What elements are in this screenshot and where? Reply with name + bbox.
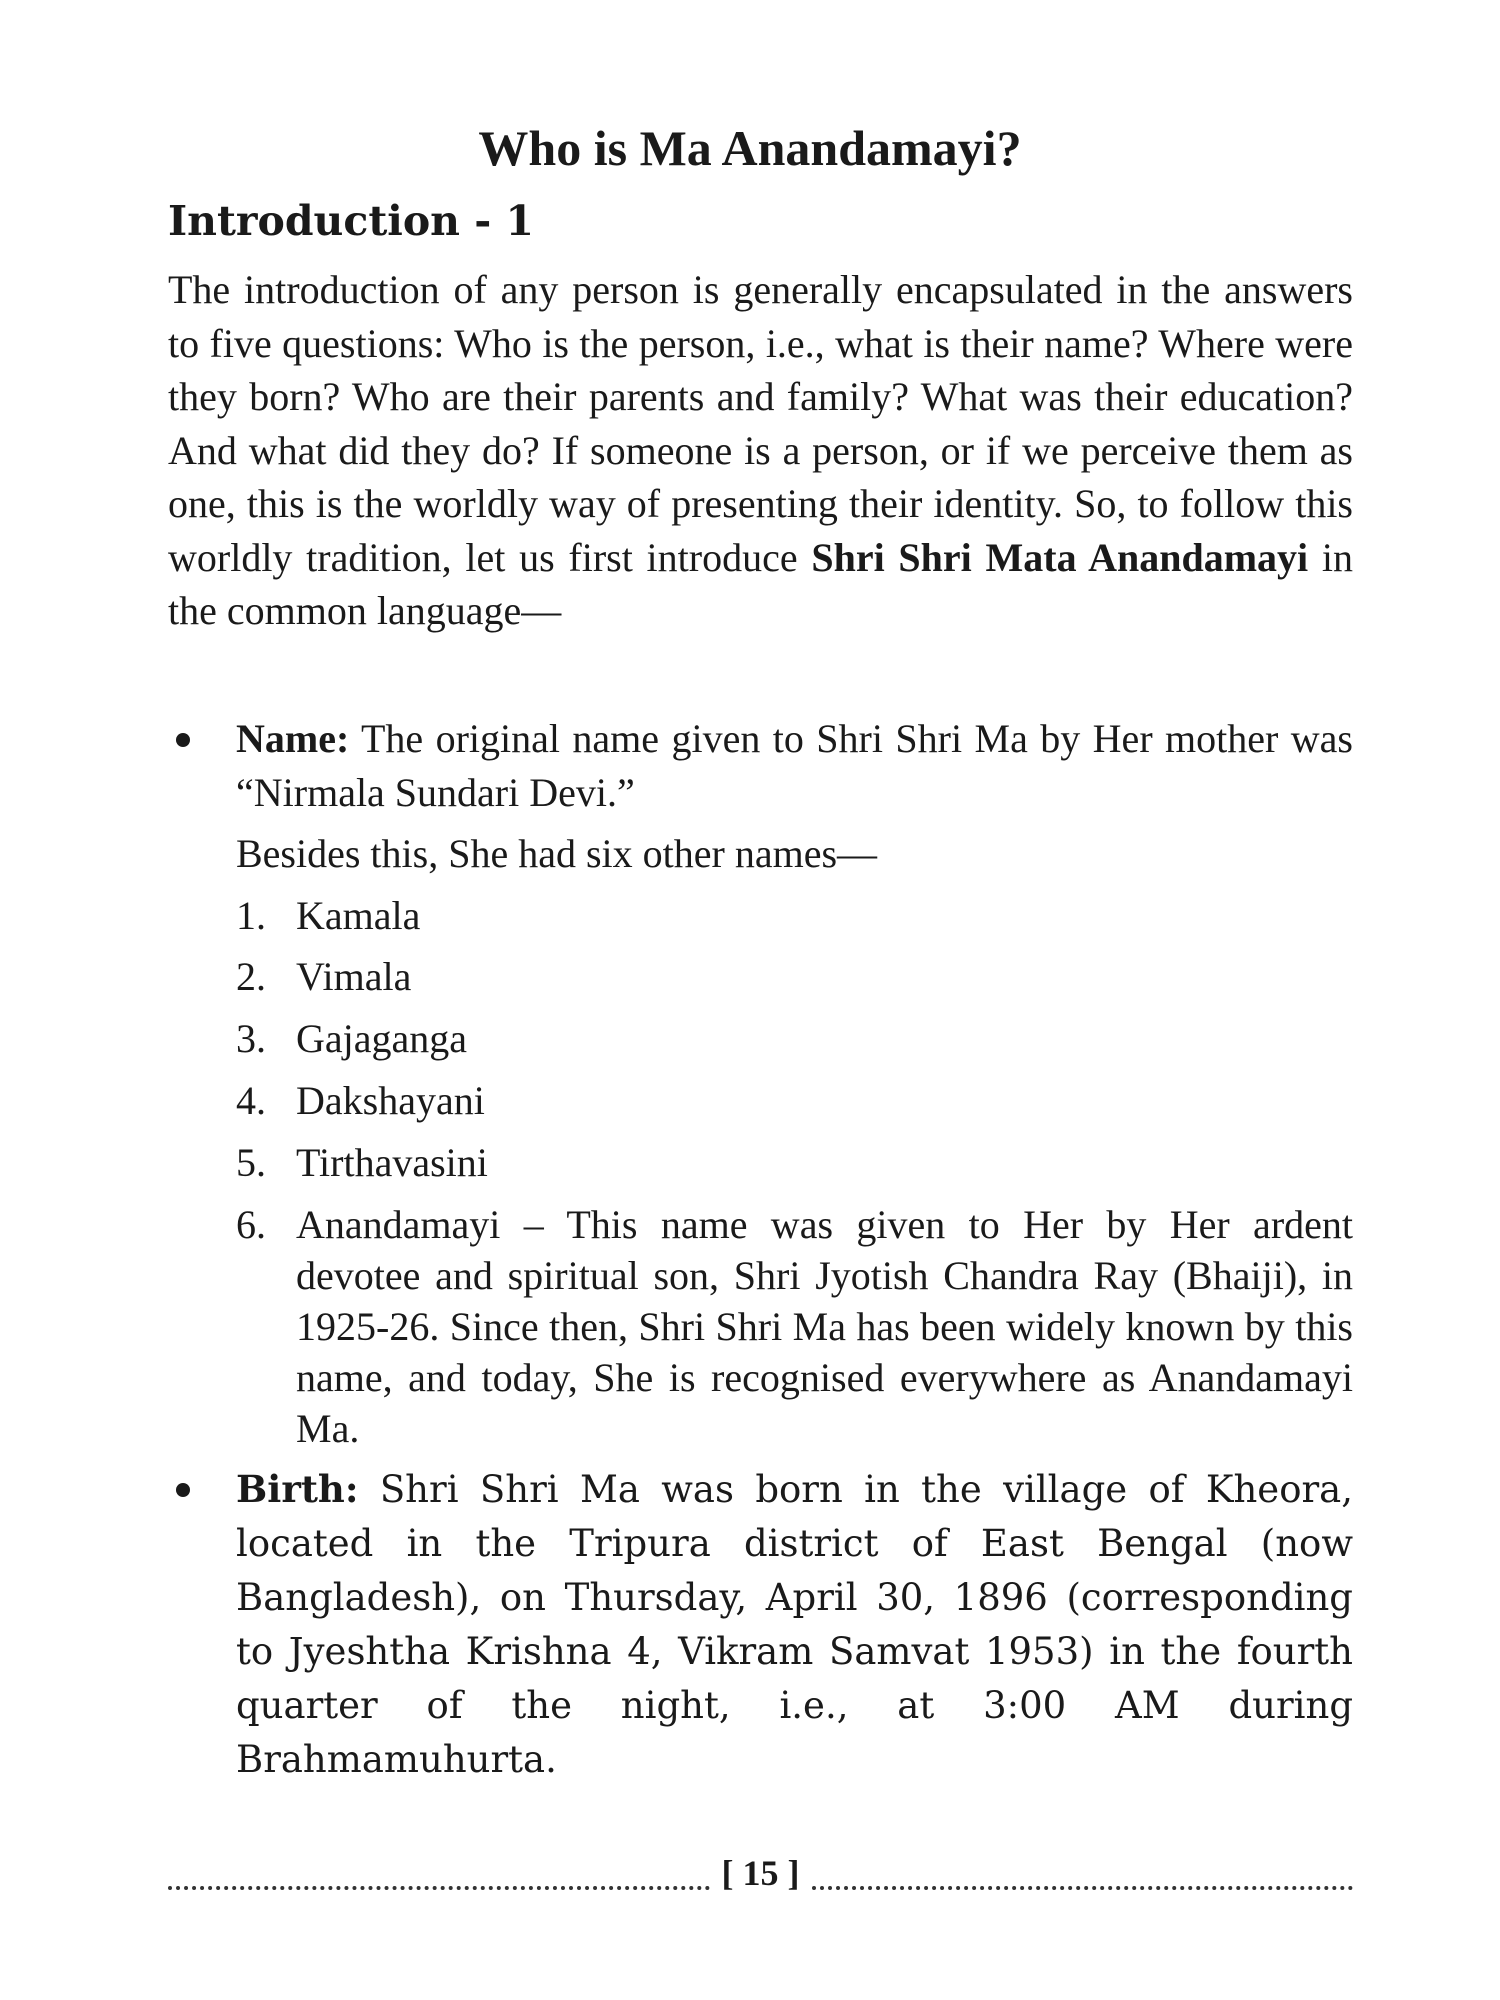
list-number: 1. bbox=[236, 893, 266, 938]
birth-label: Birth: bbox=[236, 1467, 359, 1511]
footer-dots-left bbox=[168, 1856, 710, 1890]
list-text: Dakshayani bbox=[296, 1078, 485, 1123]
name-label: Name: bbox=[236, 716, 350, 761]
intro-bold-name: Shri Shri Mata Anandamayi bbox=[811, 534, 1309, 580]
section-heading: Introduction - 1 bbox=[168, 197, 535, 245]
page-footer bbox=[168, 1848, 1353, 1898]
list-number: 5. bbox=[236, 1140, 266, 1185]
birth-bullet-text bbox=[236, 1462, 1353, 1787]
besides-line: Besides this, She had six other names— bbox=[236, 831, 878, 876]
list-text: Vimala bbox=[296, 954, 412, 999]
intro-text-after: in the common language— bbox=[168, 534, 1353, 633]
bullet-icon bbox=[176, 1483, 190, 1497]
birth-text: Shri Shri Ma was born in the village of Kheora, located in the Tripura district of East Bengal (now Bangladesh), on Thursday, April 30, 1896 (corresponding to Jyeshtha Krishna 4, Vikram Samvat 1953) in the fourth quarter of the night, i.e., at 3:00 AM during Brahmamuhurta. bbox=[236, 1468, 1353, 1781]
name-text: The original name given to Shri Shri Ma by Her mother was “Nirmala Sundari Devi.” bbox=[236, 716, 1353, 815]
bullet-icon bbox=[176, 733, 190, 747]
page-title: Who is Ma Anandamayi? bbox=[478, 120, 1022, 176]
intro-paragraph bbox=[168, 263, 1353, 638]
list-number: 3. bbox=[236, 1016, 266, 1061]
list-text: Tirthavasini bbox=[296, 1140, 488, 1185]
list-text: Gajaganga bbox=[296, 1016, 468, 1061]
page-number: [ 15 ] bbox=[721, 1853, 800, 1893]
list-number: 2. bbox=[236, 954, 266, 999]
list-number: 6. bbox=[236, 1202, 266, 1247]
list-number: 4. bbox=[236, 1078, 266, 1123]
footer-dots-right bbox=[812, 1856, 1354, 1890]
intro-text-before: The introduction of any person is generally encapsulated in the answers to five questions: Who is the person, i.e., what is their name? Where were they born? Who are their parents and family? What was their education? And what did they do? If someone is a person, or if we perceive them as one, this is the worldly way of presenting their identity. So, to follow this worldly tradition, let us first introduce bbox=[168, 267, 1353, 580]
list-text: Kamala bbox=[296, 893, 421, 938]
name-bullet-text bbox=[236, 712, 1353, 819]
list-text: Anandamayi – This name was given to Her by Her ardent devotee and spiritual son, Shri Jyotish Chandra Ray (Bhaiji), in 1925-26. Since then, Shri Shri Ma has been widely known by this name, and today, She is recognised everywhere as Anandamayi Ma. bbox=[296, 1202, 1353, 1451]
